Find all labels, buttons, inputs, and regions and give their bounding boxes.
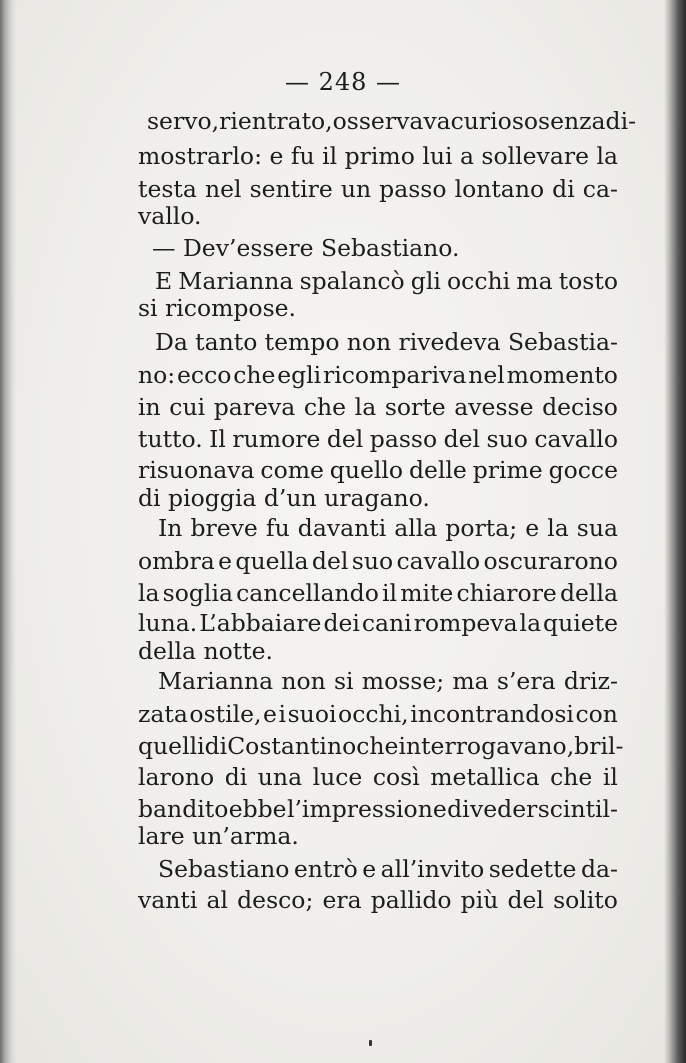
text-line-10: in cui pareva che la sorte avesse deciso: [138, 393, 618, 421]
page-number: — 248 —: [284, 68, 402, 96]
text-line-1: servo, rientrato, osservava curioso senza di-: [147, 107, 637, 135]
text-line-14: In breve fu davanti alla porta; e la sua: [158, 514, 618, 542]
text-line-23: bandito ebbe l’impressione di veder scintil-: [138, 795, 618, 823]
text-line-7: si ricompose.: [138, 294, 297, 322]
text-line-21: quelli di Costantino che interrogavano, bril-: [138, 732, 624, 760]
text-line-16: la soglia cancellando il mite chiarore della: [138, 579, 618, 607]
text-line-3: testa nel sentire un passo lontano di ca-: [138, 175, 618, 203]
text-line-19: Marianna non si mosse; ma s’era driz-: [158, 667, 618, 695]
text-line-18: della notte.: [138, 637, 274, 665]
text-line-25: Sebastiano entrò e all’invito sedette da-: [158, 855, 618, 883]
text-line-13: di pioggia d’un uragano.: [138, 484, 430, 512]
text-line-6: E Marianna spalancò gli occhi ma tosto: [155, 267, 618, 295]
text-line-22: larono di una luce così metallica che il: [138, 763, 618, 791]
text-line-12: risuonava come quello delle prime gocce: [138, 456, 618, 484]
text-line-20: zata ostile, e i suoi occhi, incontrandosi con: [138, 700, 618, 728]
ink-speck: [369, 1040, 372, 1046]
text-line-8: Da tanto tempo non rivedeva Sebastia-: [155, 328, 618, 356]
text-line-24: lare un’arma.: [138, 822, 299, 850]
text-line-5: — Dev’essere Sebastiano.: [152, 234, 460, 262]
text-line-9: no: ecco che egli ricompariva nel momento: [138, 361, 618, 389]
text-line-11: tutto. Il rumore del passo del suo cavallo: [138, 425, 618, 453]
text-line-4: vallo.: [138, 202, 202, 230]
page-left-edge-shadow: [0, 0, 16, 1063]
text-line-2: mostrarlo: e fu il primo lui a sollevare la: [138, 142, 618, 170]
text-line-15: ombra e quella del suo cavallo oscurarono: [138, 547, 618, 575]
page-right-edge-shadow: [664, 0, 686, 1063]
text-line-17: luna. L’abbaiare dei cani rompeva la quiete: [138, 609, 618, 637]
text-line-26: vanti al desco; era pallido più del solito: [138, 886, 618, 914]
